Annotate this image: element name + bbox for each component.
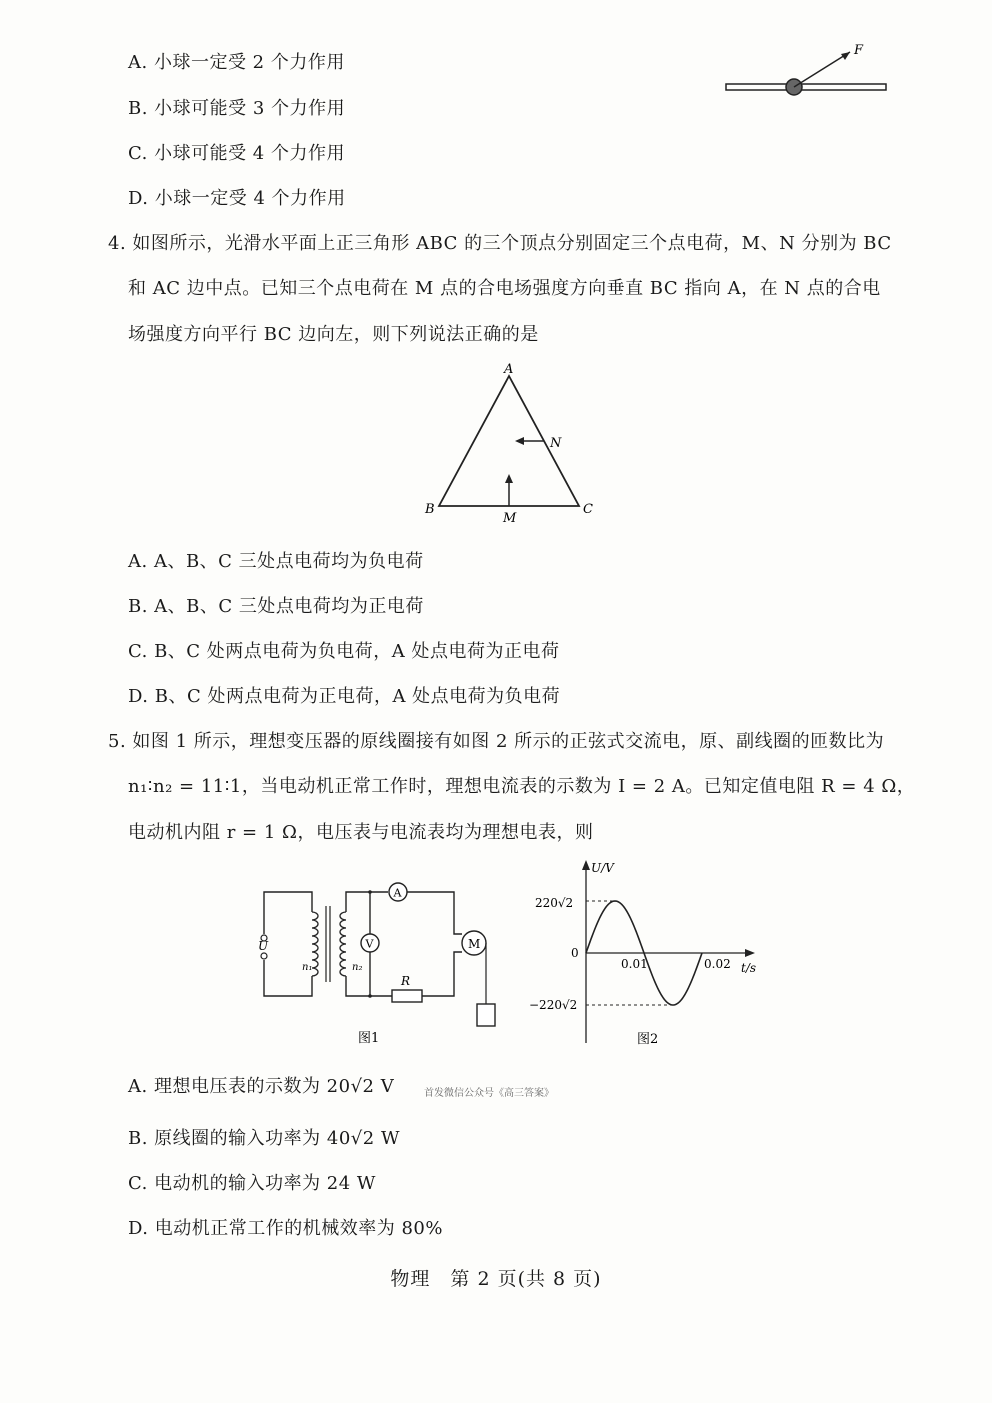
fig1-caption: 图1 [358,1031,380,1046]
q3-rod-figure [720,38,892,104]
q3-option-d: D. 小球一定受 4 个力作用 [128,188,346,209]
motor-label: M [468,937,481,951]
q3-option-c: C. 小球可能受 4 个力作用 [128,143,345,164]
q5-voltage-chart [525,858,775,1053]
fig2-caption: 图2 [637,1032,659,1047]
force-arrow [794,52,850,87]
q5-option-b: B. 原线圈的输入功率为 40√2 W [128,1128,400,1149]
x-axis-arrowhead [745,949,755,957]
secondary-coil [340,912,346,976]
hanging-weight [477,1004,495,1026]
q4-stem-line3: 场强度方向平行 BC 边向左，则下列说法正确的是 [128,324,539,345]
y-axis-arrowhead [582,860,590,870]
q5-stem-line3: 电动机内阻 r = 1 Ω，电压表与电流表均为理想电表，则 [128,822,594,843]
q4-stem-line2: 和 AC 边中点。已知三个点电荷在 M 点的合电场强度方向垂直 BC 指向 A，在 N 点的合电 [128,278,881,299]
q4-stem-line1: 4. 如图所示，光滑水平面上正三角形 ABC 的三个顶点分别固定三个点电荷，M、N 分别为 BC [108,233,892,254]
source-u-label: U [258,939,269,953]
vertex-b-label: B [425,502,435,517]
voltmeter-label: V [365,937,374,951]
ammeter-label: A [393,886,402,900]
point-n-label: N [550,436,562,451]
force-arrowhead [841,52,850,60]
q5-circuit-figure [250,872,520,1050]
q5-option-a: A. 理想电压表的示数为 20√2 V [128,1076,395,1097]
x-axis-label: t/s [741,961,757,975]
q4-option-b: B. A、B、C 三处点电荷均为正电荷 [128,596,424,617]
origin-label: 0 [571,946,579,960]
watermark: 首发微信公众号《高三答案》 [424,1088,554,1099]
field-arrowhead-n [515,437,524,445]
n1-label: n₁ [302,962,313,973]
resistor-r [392,990,422,1002]
t1-tick-label: 0.01 [621,957,648,971]
vertex-c-label: C [583,502,593,517]
field-arrowhead-m [505,474,513,483]
vertex-a-label: A [504,362,514,377]
q4-option-a: A. A、B、C 三处点电荷均为负电荷 [128,551,424,572]
q4-option-c: C. B、C 处两点电荷为负电荷，A 处点电荷为正电荷 [128,641,560,662]
q3-option-b: B. 小球可能受 3 个力作用 [128,98,346,119]
q4-option-d: D. B、C 处两点电荷为正电荷，A 处点电荷为负电荷 [128,686,561,707]
q5-stem-line1: 5. 如图 1 所示，理想变压器的原线圈接有如图 2 所示的正弦式交流电，原、副线圈的匝数比为 [108,731,885,752]
q4-triangle-figure [415,358,615,530]
y-axis-label: U/V [591,861,614,875]
rod [726,84,886,90]
resistor-r-label: R [401,974,411,988]
n2-label: n₂ [352,962,363,973]
primary-coil [312,912,318,976]
terminal-bottom [261,953,267,959]
t2-tick-label: 0.02 [704,957,731,971]
point-m-label: M [503,511,517,526]
force-label: F [854,43,864,58]
q3-option-a: A. 小球一定受 2 个力作用 [128,52,345,73]
q5-stem-line2: n₁∶n₂ = 11∶1，当电动机正常工作时，理想电流表的示数为 I = 2 A。已知定值电阻 R = 4 Ω， [128,776,916,797]
page-footer: 物理 第 2 页(共 8 页) [390,1268,602,1290]
ymax-tick-label: 220√2 [535,896,574,910]
q5-option-d: D. 电动机正常工作的机械效率为 80% [128,1218,443,1239]
ymin-tick-label: −220√2 [529,998,578,1012]
q5-option-c: C. 电动机的输入功率为 24 W [128,1173,376,1194]
